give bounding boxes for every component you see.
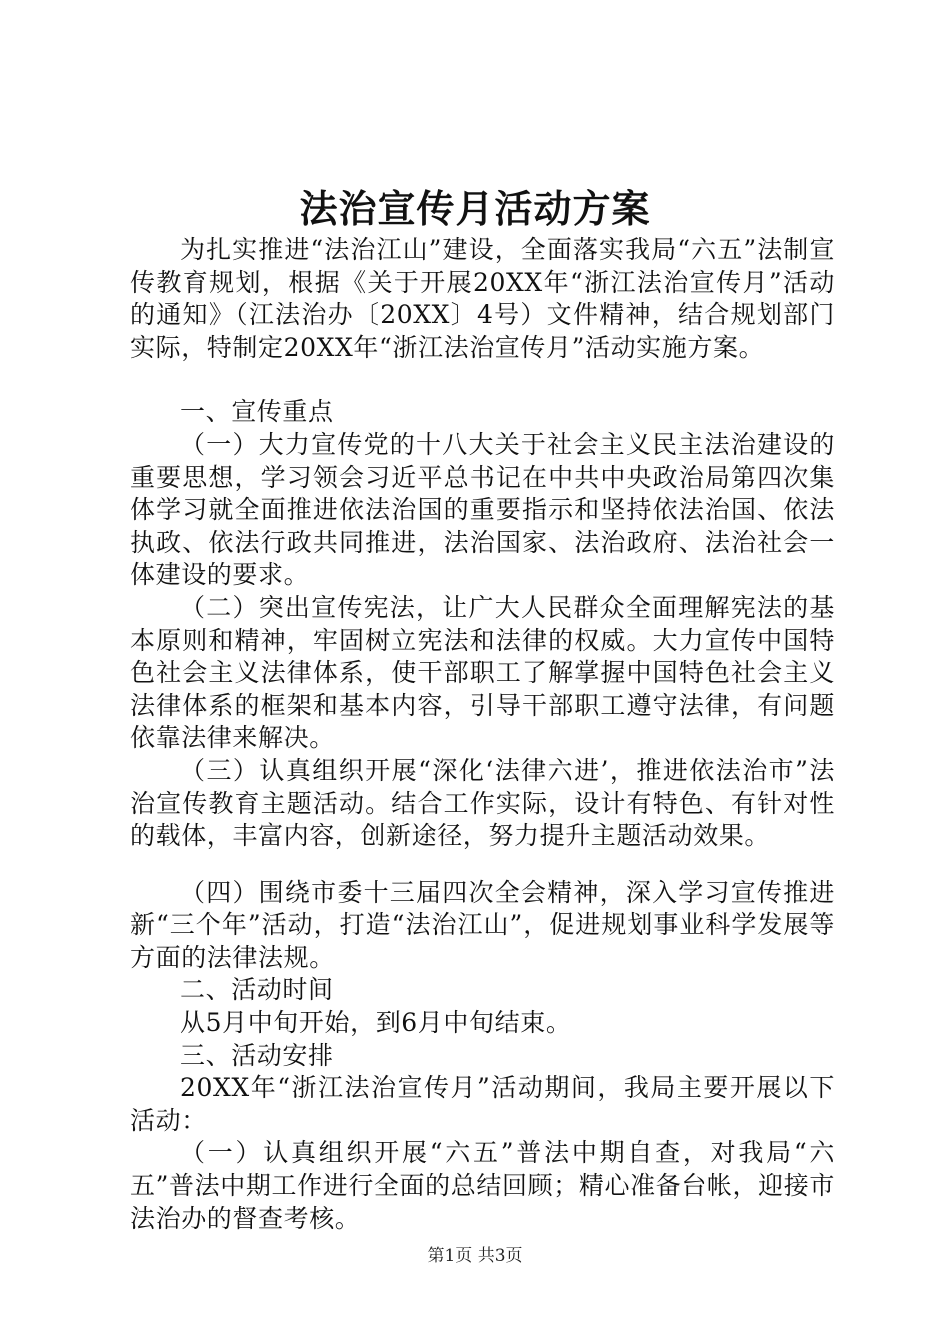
paragraph-spacer (130, 364, 835, 396)
activity-time-text: 从5月中旬开始，到6月中旬结束。 (180, 1008, 572, 1038)
intro-paragraph: 为扎实推进“法治江山”建设，全面落实我局“六五”法制宣传教育规划，根据《关于开展20XX年“浙江法治宣传月”活动的通知》（江法治办〔20XX〕4号）文件精神，结合规划部门实际，特制定20XX年“浙江法治宣传月”活动实施方案。 (130, 235, 835, 362)
arrangement-intro: 20XX年“浙江法治宣传月”活动期间，我局主要开展以下活动： (130, 1073, 835, 1135)
section-heading-time: 二、活动时间 (180, 975, 334, 1005)
section-heading-focus: 一、宣传重点 (180, 397, 334, 427)
document-body (130, 234, 835, 1235)
focus-item-3: （三）认真组织开展“深化‘法律六进’，推进依法治市”法治宣传教育主题活动。结合工作实际，设计有特色、有针对性的载体，丰富内容，创新途径，努力提升主题活动效果。 (130, 755, 835, 851)
focus-item-2: （二）突出宣传宪法，让广大人民群众全面理解宪法的基本原则和精神，牢固树立宪法和法律的权威。大力宣传中国特色社会主义法律体系，使干部职工了解掌握中国特色社会主义法律体系的框架和基本内容，引导干部职工遵守法律，有问题依靠法律来解决。 (130, 592, 835, 753)
document-title: 法治宣传月活动方案 (299, 186, 651, 231)
page-indicator: 第1页 共3页 (427, 1246, 523, 1266)
focus-item-4: （四）围绕市委十三届四次全会精神，深入学习宣传推进新“三个年”活动，打造“法治江山”，促进规划事业科学发展等方面的法律法规。 (130, 877, 835, 972)
focus-item-1: （一）大力宣传党的十八大关于社会主义民主法治建设的重要思想，学习领会习近平总书记在中共中央政治局第四次集体学习就全面推进依法治国的重要指示和坚持依法治国、依法执政、依法行政共同推进，法治国家、法治政府、法治社会一体建设的要求。 (130, 429, 835, 590)
section-heading-arrangement: 三、活动安排 (180, 1040, 334, 1070)
arrangement-item-1: （一）认真组织开展“六五”普法中期自查，对我局“六五”普法中期工作进行全面的总结回顾；精心准备台帐，迎接市法治办的督查考核。 (130, 1138, 835, 1233)
paragraph-spacer (130, 853, 835, 877)
